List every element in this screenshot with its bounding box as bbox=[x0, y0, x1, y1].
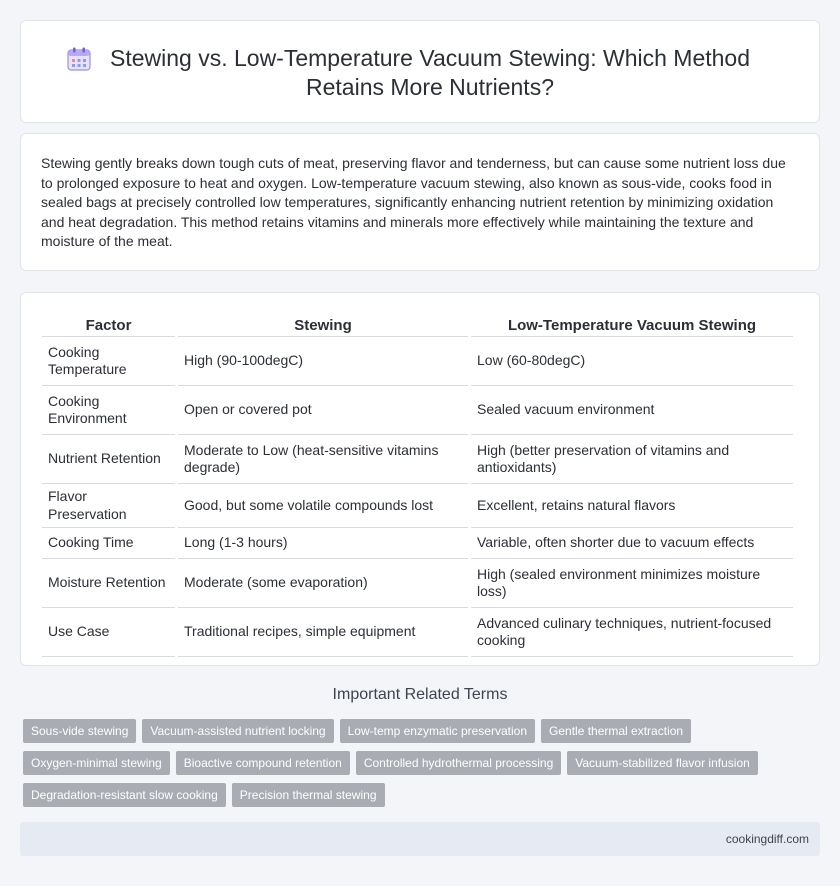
table-cell-factor: Nutrient Retention bbox=[42, 435, 175, 484]
table-row bbox=[42, 484, 793, 528]
table-cell-factor: Cooking Environment bbox=[42, 386, 175, 435]
table-cell-vacuum: Low (60-80degC) bbox=[471, 337, 793, 386]
term-tag[interactable]: Degradation-resistant slow cooking bbox=[23, 783, 226, 807]
table-row bbox=[42, 435, 793, 484]
comparison-table-card bbox=[20, 292, 820, 666]
term-tag[interactable]: Gentle thermal extraction bbox=[541, 719, 691, 743]
table-header-factor: Factor bbox=[42, 313, 175, 337]
comparison-table bbox=[39, 313, 796, 657]
table-header-vacuum: Low-Temperature Vacuum Stewing bbox=[471, 313, 793, 337]
footer-site-link[interactable]: cookingdiff.com bbox=[725, 832, 809, 846]
term-tag[interactable]: Low-temp enzymatic preservation bbox=[340, 719, 535, 743]
table-cell-vacuum: Advanced culinary techniques, nutrient-focused cooking bbox=[471, 608, 793, 657]
table-cell-vacuum: High (better preservation of vitamins and antioxidants) bbox=[471, 435, 793, 484]
table-cell-stewing: Moderate (some evaporation) bbox=[178, 559, 468, 608]
table-cell-stewing: Long (1-3 hours) bbox=[178, 528, 468, 559]
term-tag[interactable]: Oxygen-minimal stewing bbox=[23, 751, 170, 775]
table-row bbox=[42, 337, 793, 386]
table-cell-factor: Use Case bbox=[42, 608, 175, 657]
table-cell-vacuum: Excellent, retains natural flavors bbox=[471, 484, 793, 528]
term-tag[interactable]: Vacuum-assisted nutrient locking bbox=[142, 719, 333, 743]
table-cell-vacuum: High (sealed environment minimizes moisture loss) bbox=[471, 559, 793, 608]
term-tag[interactable]: Sous-vide stewing bbox=[23, 719, 136, 743]
table-row bbox=[42, 608, 793, 657]
intro-card bbox=[20, 133, 820, 271]
term-tag[interactable]: Precision thermal stewing bbox=[232, 783, 385, 807]
term-tag[interactable]: Bioactive compound retention bbox=[176, 751, 350, 775]
term-tag[interactable]: Controlled hydrothermal processing bbox=[356, 751, 561, 775]
intro-paragraph: Stewing gently breaks down tough cuts of meat, preserving flavor and tenderness, but can cause some nutrient loss due to prolonged exposure to heat and oxygen. Low-temperature vacuum stewing, also known as sous-vide, cooks food in sealed bags at precisely controlled low temperatures, significantly enhancing nutrient retention by minimizing oxidation and heat degradation. This method retains vitamins and minerals more effectively while maintaining the texture and moisture of the meat. bbox=[41, 155, 786, 249]
table-cell-vacuum: Variable, often shorter due to vacuum effects bbox=[471, 528, 793, 559]
table-cell-stewing: Open or covered pot bbox=[178, 386, 468, 435]
footer bbox=[20, 822, 820, 856]
table-cell-stewing: Good, but some volatile compounds lost bbox=[178, 484, 468, 528]
table-row bbox=[42, 528, 793, 559]
table-cell-stewing: Moderate to Low (heat-sensitive vitamins degrade) bbox=[178, 435, 468, 484]
table-cell-stewing: High (90-100degC) bbox=[178, 337, 468, 386]
table-row bbox=[42, 386, 793, 435]
related-terms-heading: Important Related Terms bbox=[332, 686, 508, 703]
related-terms-list bbox=[23, 719, 803, 807]
table-row bbox=[42, 559, 793, 608]
table-cell-factor: Cooking Time bbox=[42, 528, 175, 559]
header-card bbox=[20, 20, 820, 123]
table-cell-vacuum: Sealed vacuum environment bbox=[471, 386, 793, 435]
term-tag[interactable]: Vacuum-stabilized flavor infusion bbox=[567, 751, 758, 775]
page-title: Stewing vs. Low-Temperature Vacuum Stewing: Which Method Retains More Nutrients? bbox=[109, 45, 751, 100]
table-cell-factor: Cooking Temperature bbox=[42, 337, 175, 386]
table-cell-factor: Moisture Retention bbox=[42, 559, 175, 608]
table-cell-stewing: Traditional recipes, simple equipment bbox=[178, 608, 468, 657]
table-cell-factor: Flavor Preservation bbox=[42, 484, 175, 528]
table-header-stewing: Stewing bbox=[178, 313, 468, 337]
